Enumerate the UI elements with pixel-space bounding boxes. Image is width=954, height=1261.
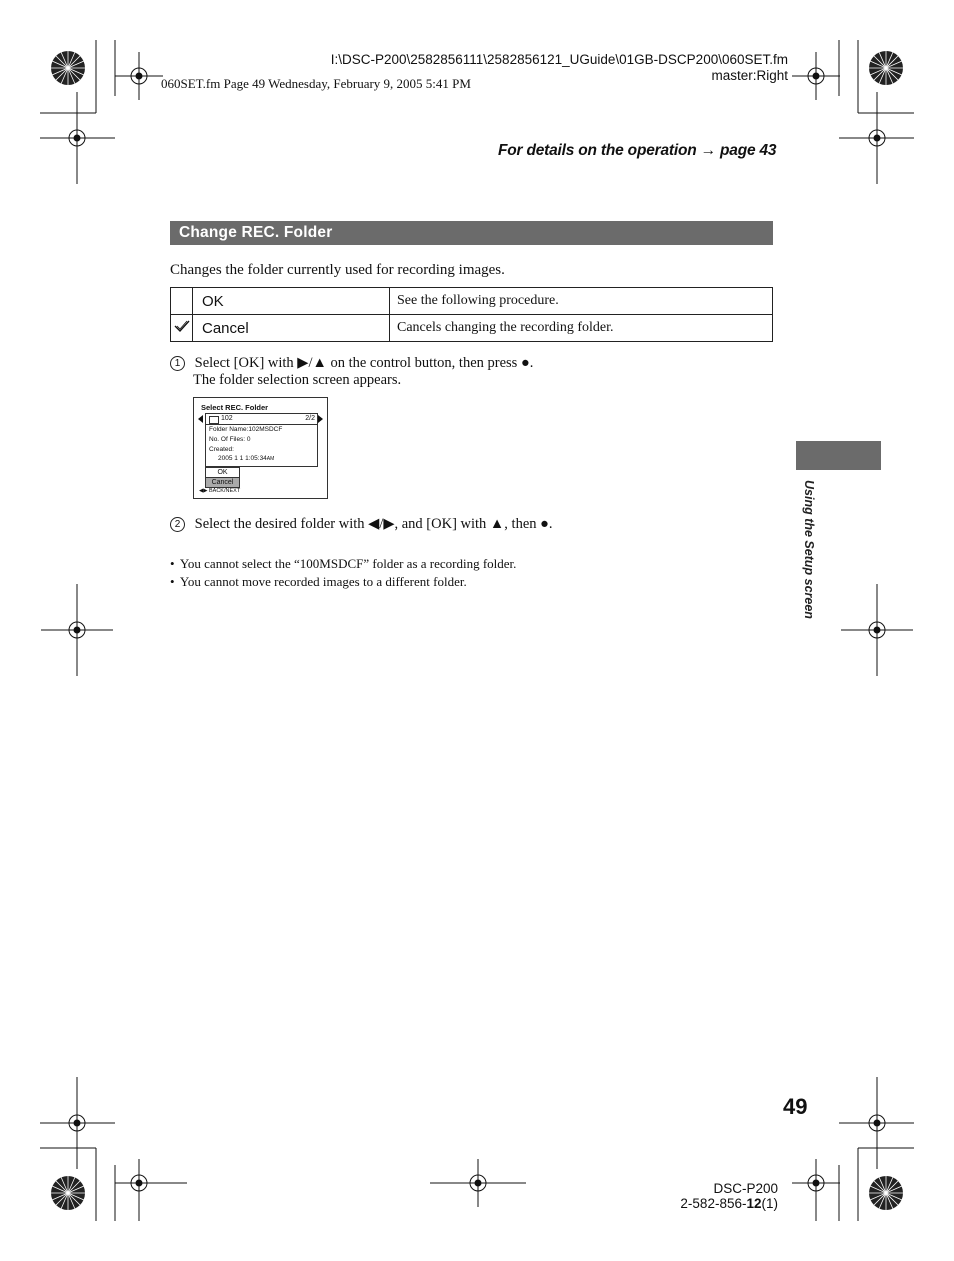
step-number: 2 bbox=[170, 517, 185, 532]
option-label: OK bbox=[193, 288, 390, 315]
table-row bbox=[171, 315, 773, 342]
folder-name: Folder Name:102MSDCF bbox=[209, 426, 283, 433]
side-label: Using the Setup screen bbox=[802, 480, 816, 619]
screen-title: Select REC. Folder bbox=[201, 403, 269, 412]
created-label: Created: bbox=[209, 446, 234, 453]
part-code: 2-582-856-12(1) bbox=[680, 1196, 778, 1211]
page-reference: For details on the operation → page 43 bbox=[498, 142, 777, 159]
fm-info: 060SET.fm Page 49 Wednesday, February 9, 2005 5:41 PM bbox=[161, 76, 471, 91]
created-date: 2005 1 1 1:05:34AM bbox=[218, 455, 275, 462]
table-row bbox=[171, 288, 773, 315]
chapter-tab bbox=[796, 441, 881, 470]
note-item: • You cannot move recorded images to a different folder. bbox=[170, 574, 467, 589]
left-arrow-icon bbox=[198, 415, 203, 423]
folder-info-box bbox=[205, 413, 318, 467]
page-indicator: 2/2 bbox=[305, 415, 315, 422]
file-path: I:\DSC-P200\2582856111\2582856121_UGuide\01GB-DSCP200\060SET.fm bbox=[330, 52, 788, 67]
cancel-button[interactable]: Cancel bbox=[205, 477, 240, 488]
right-arrow-icon bbox=[318, 415, 323, 423]
option-description: Cancels changing the recording folder. bbox=[390, 315, 773, 342]
section-intro: Changes the folder currently used for recording images. bbox=[170, 262, 505, 278]
step-number: 1 bbox=[170, 356, 185, 371]
folder-icon bbox=[209, 416, 219, 424]
left-right-icon: ◀▶ bbox=[199, 488, 209, 494]
options-table bbox=[170, 287, 773, 342]
model-name: DSC-P200 bbox=[713, 1181, 778, 1196]
note-item: • You cannot select the “100MSDCF” folder as a recording folder. bbox=[170, 556, 517, 571]
step-text: Select [OK] with ▶/▲ on the control button, then press ●. bbox=[194, 355, 534, 371]
page-number: 49 bbox=[783, 1094, 808, 1119]
checkmark-icon bbox=[171, 315, 193, 342]
option-mark bbox=[171, 288, 193, 315]
option-description: See the following procedure. bbox=[390, 288, 773, 315]
step-1 bbox=[170, 355, 533, 372]
step-1-result: The folder selection screen appears. bbox=[193, 372, 402, 388]
section-title: Change REC. Folder bbox=[179, 224, 333, 241]
ok-button[interactable]: OK bbox=[205, 467, 240, 478]
step-text: Select the desired folder with ◀/▶, and [OK] with ▲, then ●. bbox=[194, 516, 553, 532]
nav-hint: ◀▶ BACK/NEXT bbox=[199, 488, 241, 494]
step-2 bbox=[170, 516, 553, 533]
folder-number: 102 bbox=[221, 415, 233, 422]
folder-selection-screen bbox=[193, 397, 328, 499]
section-header bbox=[170, 221, 773, 245]
option-label: Cancel bbox=[193, 315, 390, 342]
master-label: master:Right bbox=[711, 68, 788, 83]
file-count: No. Of Files: 0 bbox=[209, 436, 251, 443]
